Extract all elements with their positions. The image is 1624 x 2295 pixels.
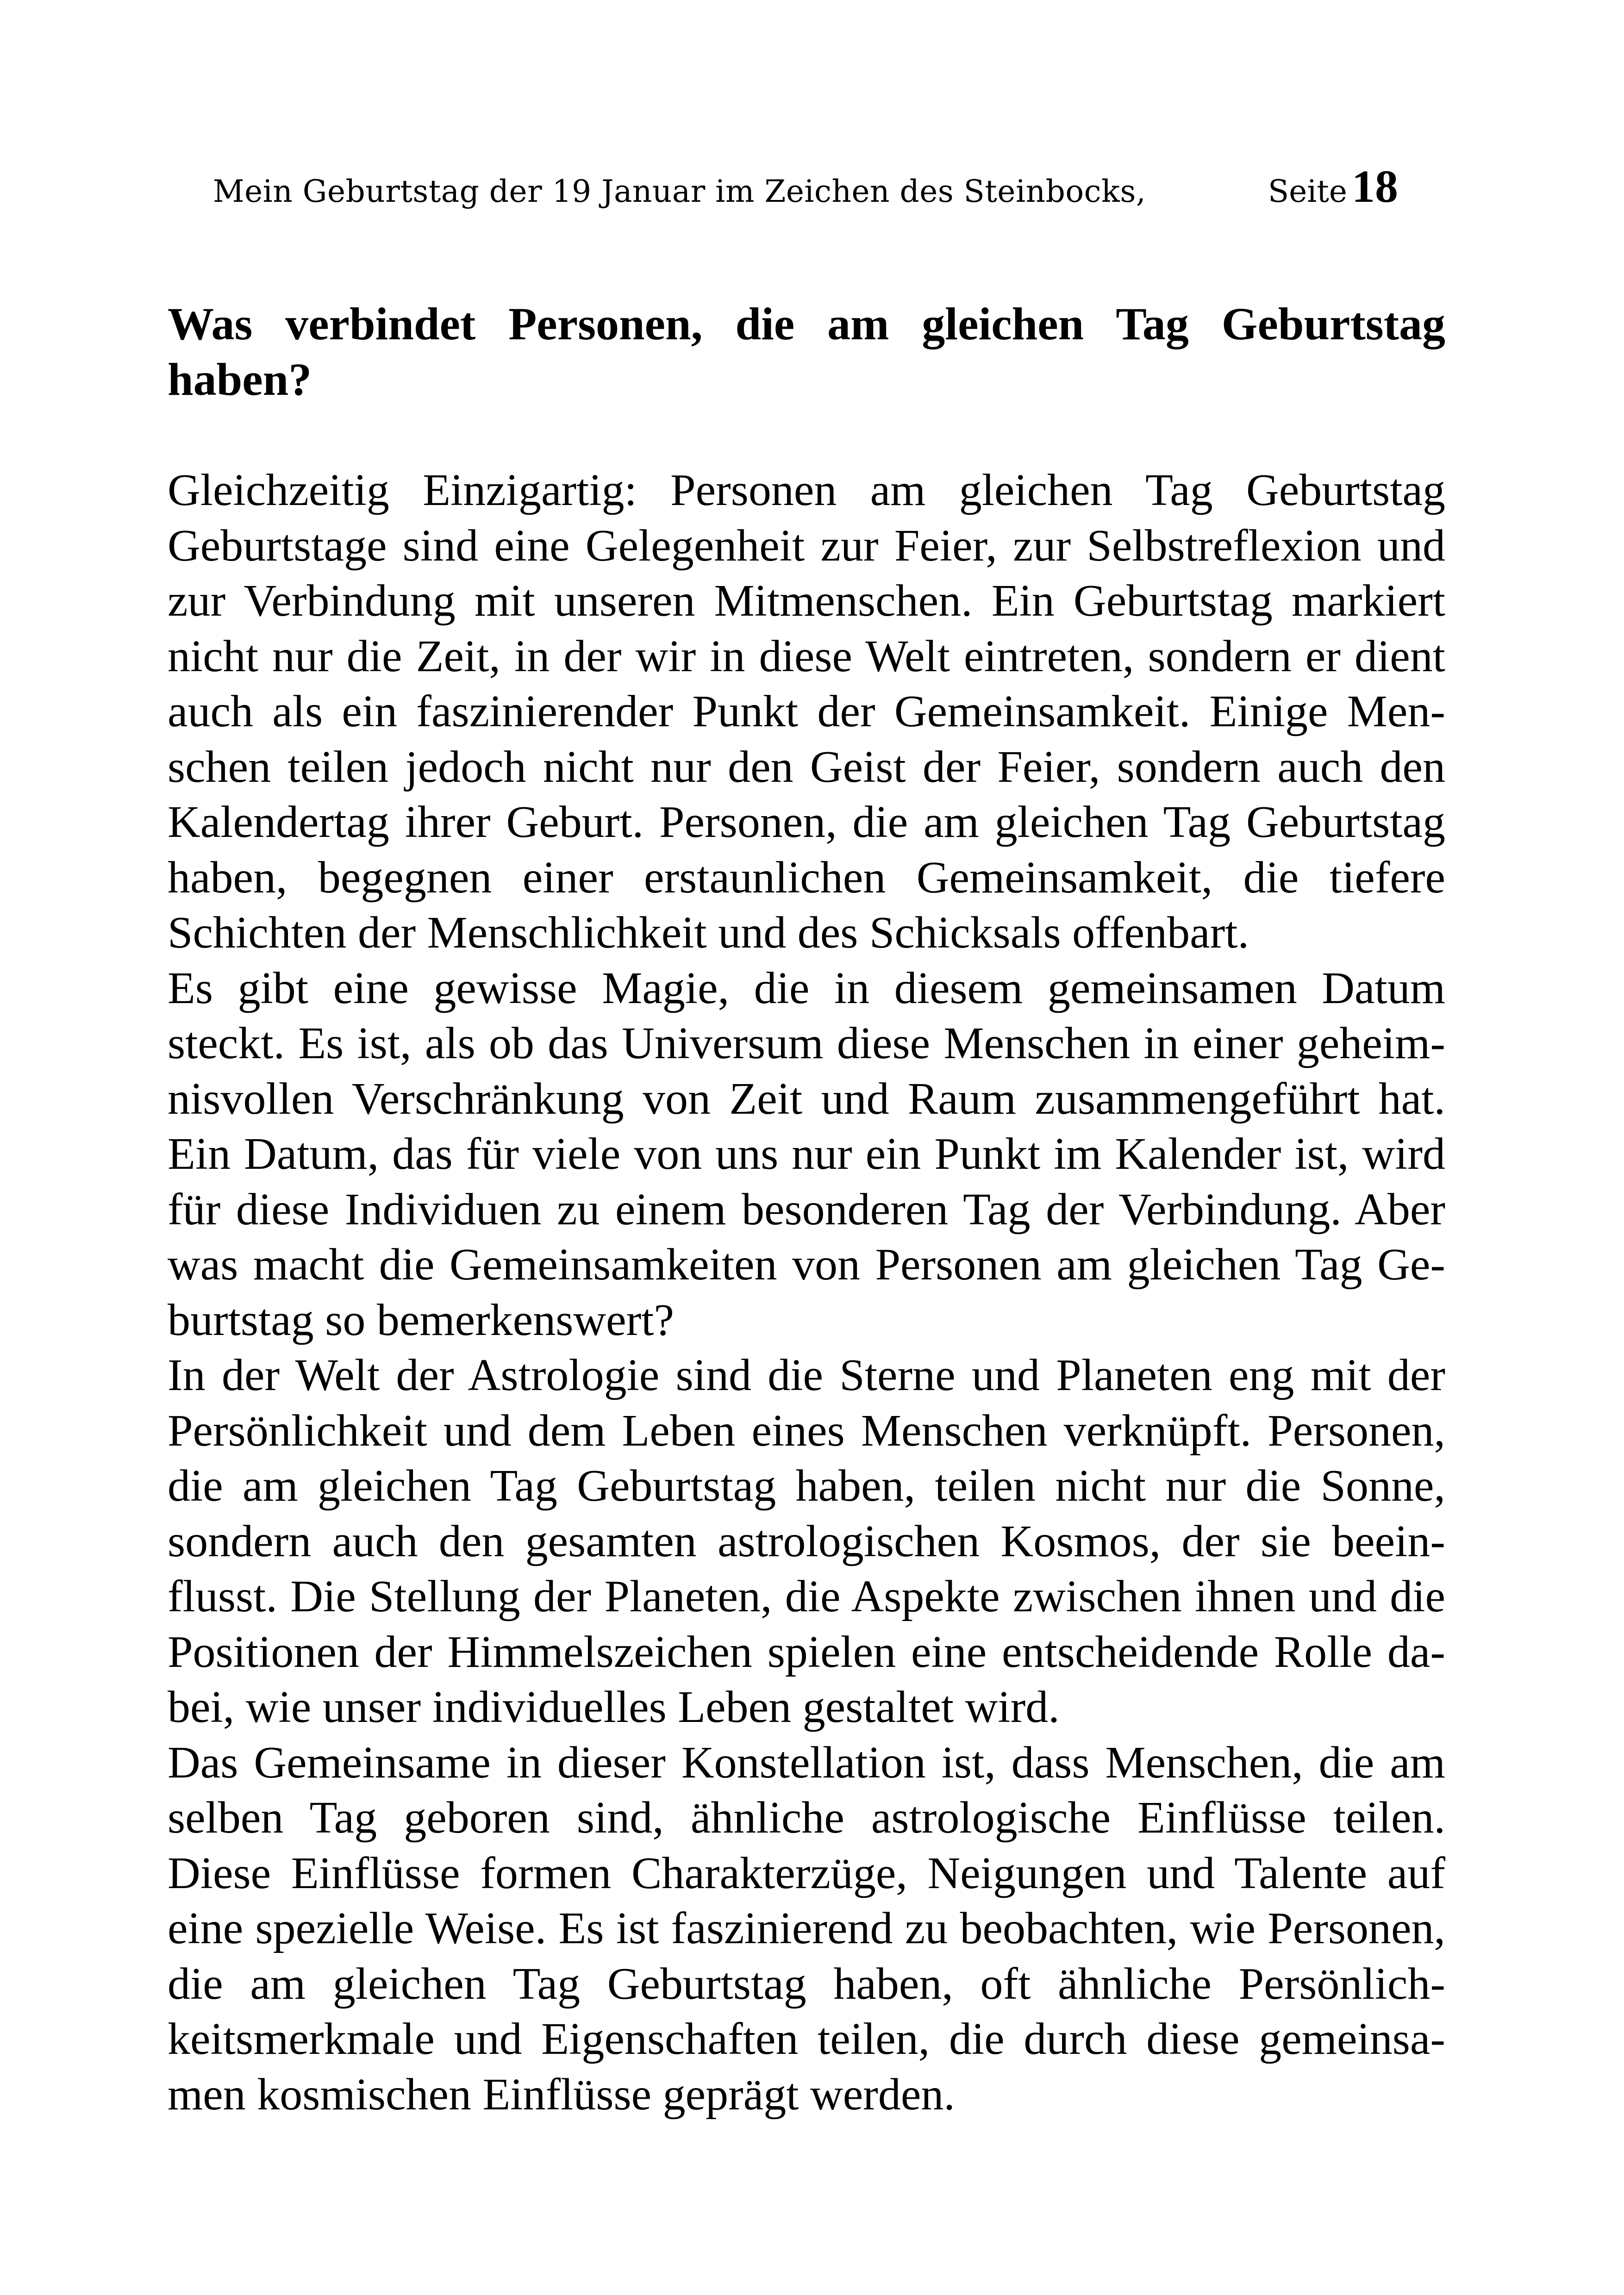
paragraph-4: Das Gemeinsame in dieser Konstellation ist, dass Menschen, die am selben Tag geboren sind, ähnliche astrologische Einflüsse teilen. Diese Einflüsse formen Charakterzüge, Neigungen und Talente auf eine spezielle Weise. Es ist faszinierend zu beobachten, wie Personen, die am gleichen Tag Geburtstag haben, oft ähnliche Persönlichkeitsmerkmale und Eigenschaften teilen, die durch diese gemeinsamen kosmischen Einflüsse geprägt werden.	[168, 1737, 1445, 2120]
page-content	[168, 296, 1445, 2122]
page-label: Seite	[1268, 174, 1347, 209]
page-indicator	[1268, 160, 1398, 213]
paragraph-2: Es gibt eine gewisse Magie, die in diesem gemeinsamen Datum steckt. Es ist, als ob das Universum diese Menschen in einer geheimnisvollen Verschränkung von Zeit und Raum zusammengeführt hat. Ein Datum, das für viele von uns nur ein Punkt im Kalender ist, wird für diese Individuen zu einem besonderen Tag der Verbindung. Aber was macht die Gemeinsamkeiten von Personen am gleichen Tag Geburtstag so bemerkenswert?	[168, 963, 1445, 1345]
page-number: 18	[1352, 161, 1398, 212]
running-title: Mein Geburtstag der 19 Januar im Zeichen des Steinbocks,	[213, 174, 1146, 209]
running-header	[213, 160, 1398, 225]
paragraph-3: In der Welt der Astrologie sind die Sterne und Planeten eng mit der Persönlichkeit und dem Leben eines Menschen verknüpft. Personen, die am gleichen Tag Geburtstag haben, teilen nicht nur die Sonne, sondern auch den gesamten astrologischen Kosmos, der sie beeinflusst. Die Stellung der Planeten, die Aspekte zwischen ihnen und die Positionen der Himmelszeichen spielen eine entscheidende Rolle dabei, wie unser individuelles Leben gestaltet wird.	[168, 1350, 1445, 1732]
paragraph-1: Gleichzeitig Einzigartig: Personen am gleichen Tag Geburtstag Geburtstage sind eine Gelegenheit zur Feier, zur Selbstreflexion und zur Verbindung mit unseren Mitmenschen. Ein Geburtstag markiert nicht nur die Zeit, in der wir in diese Welt eintreten, sondern er dient auch als ein faszinierender Punkt der Gemeinsamkeit. Einige Menschen teilen jedoch nicht nur den Geist der Feier, sondern auch den Kalendertag ihrer Geburt. Personen, die am gleichen Tag Geburtstag haben, begegnen einer erstaunlichen Gemeinsamkeit, die tiefere Schichten der Menschlichkeit und des Schicksals offenbart.	[168, 465, 1445, 958]
section-heading: Was verbindet Personen, die am gleichen Tag Geburtstag haben?	[168, 298, 1445, 405]
